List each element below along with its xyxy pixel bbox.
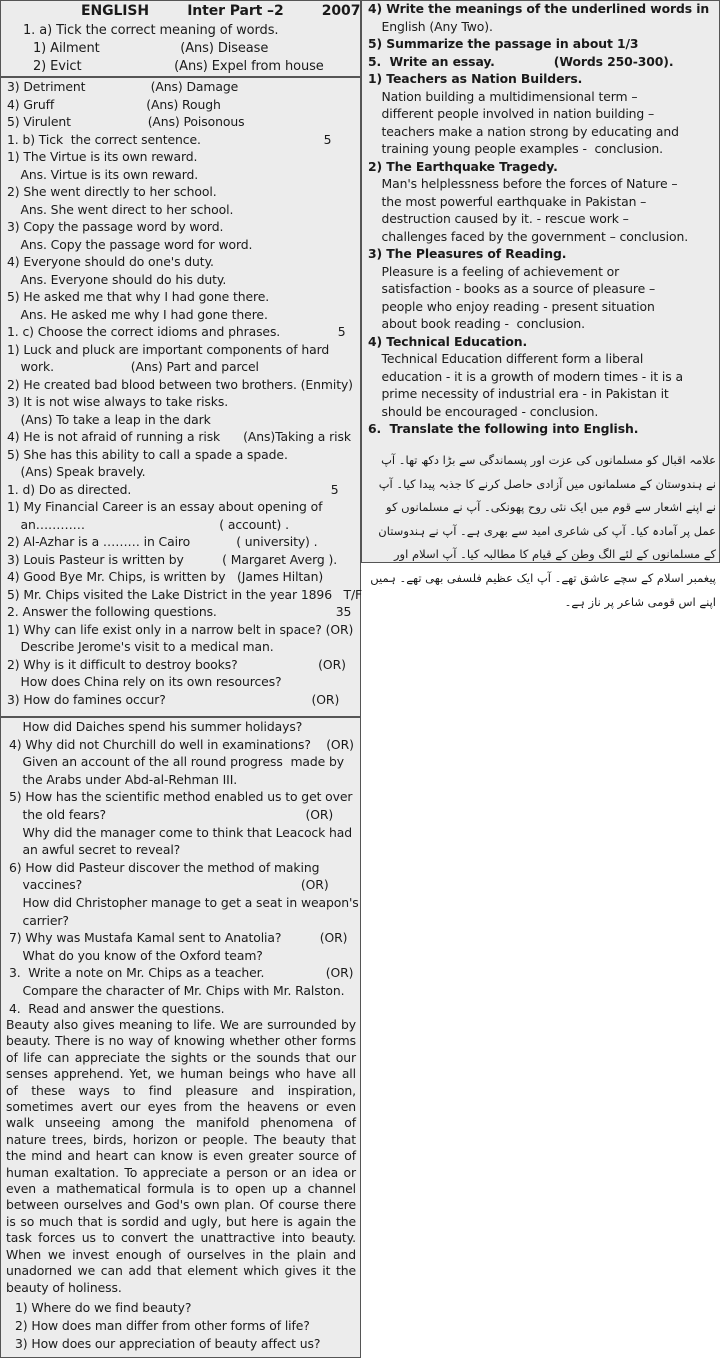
text-line: Ans. He asked me why I had gone there. [9, 306, 268, 322]
text-line: Ans. Copy the passage word for word. [9, 236, 253, 252]
text-line: 4) Everyone should do one's duty. [7, 254, 214, 269]
text-line: the old fears? (OR) [11, 807, 334, 822]
passage-question: 1) Where do we find beauty? [15, 1300, 192, 1315]
text-line: 4) Technical Education. [368, 333, 528, 349]
text-line: 1. c) Choose the correct idioms and phrases. 5 [7, 324, 346, 339]
text-line: 4) He is not afraid of running a risk (Ans)Taking a risk [7, 429, 351, 444]
text-line: Ans. Virtue is its own reward. [9, 166, 199, 182]
text-line: How does China rely on its own resources? [9, 674, 282, 689]
urdu-translation-passage: علامہ اقبال کو مسلمانوں کی عزت اور پسماندگی سے بڑا دکھ تھا۔ آپ نے ہندوستان کے مسلمانوں میں آزادی حاصل کرنے کا جذبہ پیدا کیا۔ آپ نے اپنے اشعار سے قوم میں ایک نئی روح پھونکی۔ آپ نے مسلمانوں کو عمل پر آمادہ کیا۔ آپ کی شاعری امید سے بھری ہے۔ آپ نے ہندوستان کے مسلمانوں کے لئے الگ وطن کے قیام کا مطالبہ کیا۔ آپ اسلام اور پیغمبر اسلام کے سچے عاشق تھے۔ آپ ایک عظیم فلسفی بھی تھے۔ ہمیں اپنے اس قومی شاعر پر ناز ہے۔ [370, 453, 716, 609]
text-line: the Arabs under Abd-al-Rehman III. [11, 771, 238, 787]
text-line: 4) Why did not Churchill do well in examinations? (OR) [9, 736, 354, 752]
text-line: work. (Ans) Part and parcel [9, 359, 259, 374]
text-line: Describe Jerome's visit to a medical man. [9, 639, 274, 654]
answer-line: 2) Evict (Ans) Expel from house [33, 59, 324, 74]
text-line: the most powerful earthquake in Pakistan – [370, 193, 647, 209]
text-line: satisfaction - books as a source of pleasure – [370, 281, 656, 296]
passage-question: 2) How does man differ from other forms of life? [15, 1318, 310, 1333]
text-line: training young people examples - conclusion. [370, 141, 664, 156]
text-line: different people involved in nation building – [370, 106, 655, 121]
text-line: (Ans) Speak bravely. [9, 464, 146, 479]
text-line: teachers make a nation strong by educating and [370, 123, 679, 139]
text-line: 6) How did Pasteur discover the method of making [9, 859, 320, 875]
text-line: 3) It is not wise always to take risks. [7, 394, 229, 409]
text-line: should be encouraged - conclusion. [370, 403, 599, 419]
text-line: 2) He created bad blood between two brothers. (Enmity) [7, 376, 353, 392]
reading-passage: Beauty also gives meaning to life. We are surrounded by beauty. There is no way of knowing whether other forms of life can appreciate the sights or the sounds that our senses apprehend. Yet, we human beings who have all of these ways to find pleasure and inspiration, sometimes avert our eyes from the heavens or even walk unseeing among the manifold phenomena of nature trees, birds, horizon or people. The beauty that the mind and heart can know is even greater source of human exaltation. To appreciate a person or an idea or even a mathematical formula is to open up a channel between ourselves and God's own plan. Of course there is so much that is sordid and ugly, but here is again the task forces us to convert the unattractive into beauty. When we invest enough of ourselves in the plain and unadorned we can add that element which gives it the beauty of holiness. [6, 1017, 356, 1295]
text-line: What do you know of the Oxford team? [11, 947, 263, 963]
text-line: English (Any Two). [370, 18, 493, 34]
text-line: 5. Write an essay. (Words 250-300). [368, 53, 674, 69]
text-line: 1) Why can life exist only in a narrow belt in space? (OR) [7, 621, 354, 637]
text-line: 1. d) Do as directed. 5 [7, 481, 339, 497]
text-line: an………… ( account) . [9, 516, 289, 532]
text-line: 1. b) Tick the correct sentence. 5 [7, 131, 332, 147]
text-line: challenges faced by the government – conclusion. [370, 228, 689, 244]
text-line: How did Daiches spend his summer holidays? [11, 719, 303, 734]
text-line: 2. Answer the following questions. 35 [7, 604, 352, 619]
text-line: 2) The Earthquake Tragedy. [368, 158, 558, 174]
text-line: (Ans) To take a leap in the dark [9, 411, 211, 427]
text-line: How did Christopher manage to get a seat in weapon's [11, 895, 359, 910]
passage-question: 3) How does our appreciation of beauty affect us? [15, 1336, 321, 1351]
text-line: 4) Gruff (Ans) Rough [7, 96, 221, 112]
text-line: Nation building a multidimensional term – [370, 88, 638, 104]
text-line: 3) Louis Pasteur is written by ( Margaret Averg ). [7, 551, 338, 567]
text-line: 5) Virulent (Ans) Poisonous [7, 114, 245, 129]
text-line: carrier? [11, 912, 69, 928]
text-line: 7) Why was Mustafa Kamal sent to Anatolia? (OR) [9, 930, 348, 946]
text-line: 1) The Virtue is its own reward. [7, 149, 198, 164]
text-line: 3) How do famines occur? (OR) [7, 691, 340, 707]
text-line: Compare the character of Mr. Chips with Mr. Ralston. [11, 983, 345, 998]
text-line: 6. Translate the following into English. [368, 421, 639, 436]
text-line: Ans. She went direct to her school. [9, 201, 234, 217]
answer-line: 1) Ailment (Ans) Disease [33, 41, 269, 56]
section-1-box [0, 77, 361, 717]
text-line: 5) How has the scientific method enabled us to get over [9, 789, 353, 805]
question-heading: 1. a) Tick the correct meaning of words. [23, 23, 279, 38]
section-2-4-box [0, 717, 361, 1358]
text-line: 1) My Financial Career is an essay about opening of [7, 499, 323, 514]
text-line: 1) Luck and pluck are important components of hard [7, 341, 330, 357]
text-line: about book reading - conclusion. [370, 316, 586, 331]
text-line: 4. Read and answer the questions. [9, 1000, 225, 1016]
text-line: 4) Write the meanings of the underlined words in [368, 1, 710, 16]
text-line: 3) The Pleasures of Reading. [368, 246, 567, 261]
text-line: Why did the manager come to think that Leacock had [11, 824, 353, 840]
text-line: 2) She went directly to her school. [7, 184, 217, 199]
text-line: 5) Summarize the passage in about 1/3 [368, 36, 639, 51]
text-line: destruction caused by it. - rescue work – [370, 211, 629, 226]
text-line: vaccines? (OR) [11, 877, 329, 893]
text-line: Technical Education different form a liberal [370, 351, 644, 366]
section-4-6-box [361, 0, 720, 609]
text-line: 4) Good Bye Mr. Chips, is written by (James Hiltan) [7, 569, 324, 584]
text-line: Man's helplessness before the forces of Nature – [370, 176, 678, 191]
text-line: 1) Teachers as Nation Builders. [368, 71, 583, 86]
section-1a-box [0, 0, 361, 77]
text-line: Ans. Everyone should do his duty. [9, 271, 227, 287]
text-line: 3) Detriment (Ans) Damage [7, 79, 239, 94]
text-line: prime necessity of industrial era - in Pakistan it [370, 386, 669, 401]
text-line: people who enjoy reading - present situation [370, 298, 655, 314]
text-line: education - it is a growth of modern times - it is a [370, 368, 683, 384]
text-line: Pleasure is a feeling of achievement or [370, 263, 620, 279]
exam-header: ENGLISH Inter Part –2 2007 [81, 3, 361, 19]
text-line: 5) She has this ability to call a spade a spade. [7, 446, 288, 462]
text-line: 5) Mr. Chips visited the Lake District in the year 1896 T/F [7, 586, 363, 602]
text-line: 3. Write a note on Mr. Chips as a teacher. (OR) [9, 965, 354, 981]
text-line: 2) Why is it difficult to destroy books? (OR) [7, 656, 346, 672]
text-line: 3) Copy the passage word by word. [7, 219, 224, 234]
text-line: Given an account of the all round progress made by [11, 754, 345, 770]
text-line: 2) Al-Azhar is a ……… in Cairo ( university) . [7, 534, 318, 549]
text-line: an awful secret to reveal? [11, 842, 181, 858]
text-line: 5) He asked me that why I had gone there. [7, 289, 270, 304]
